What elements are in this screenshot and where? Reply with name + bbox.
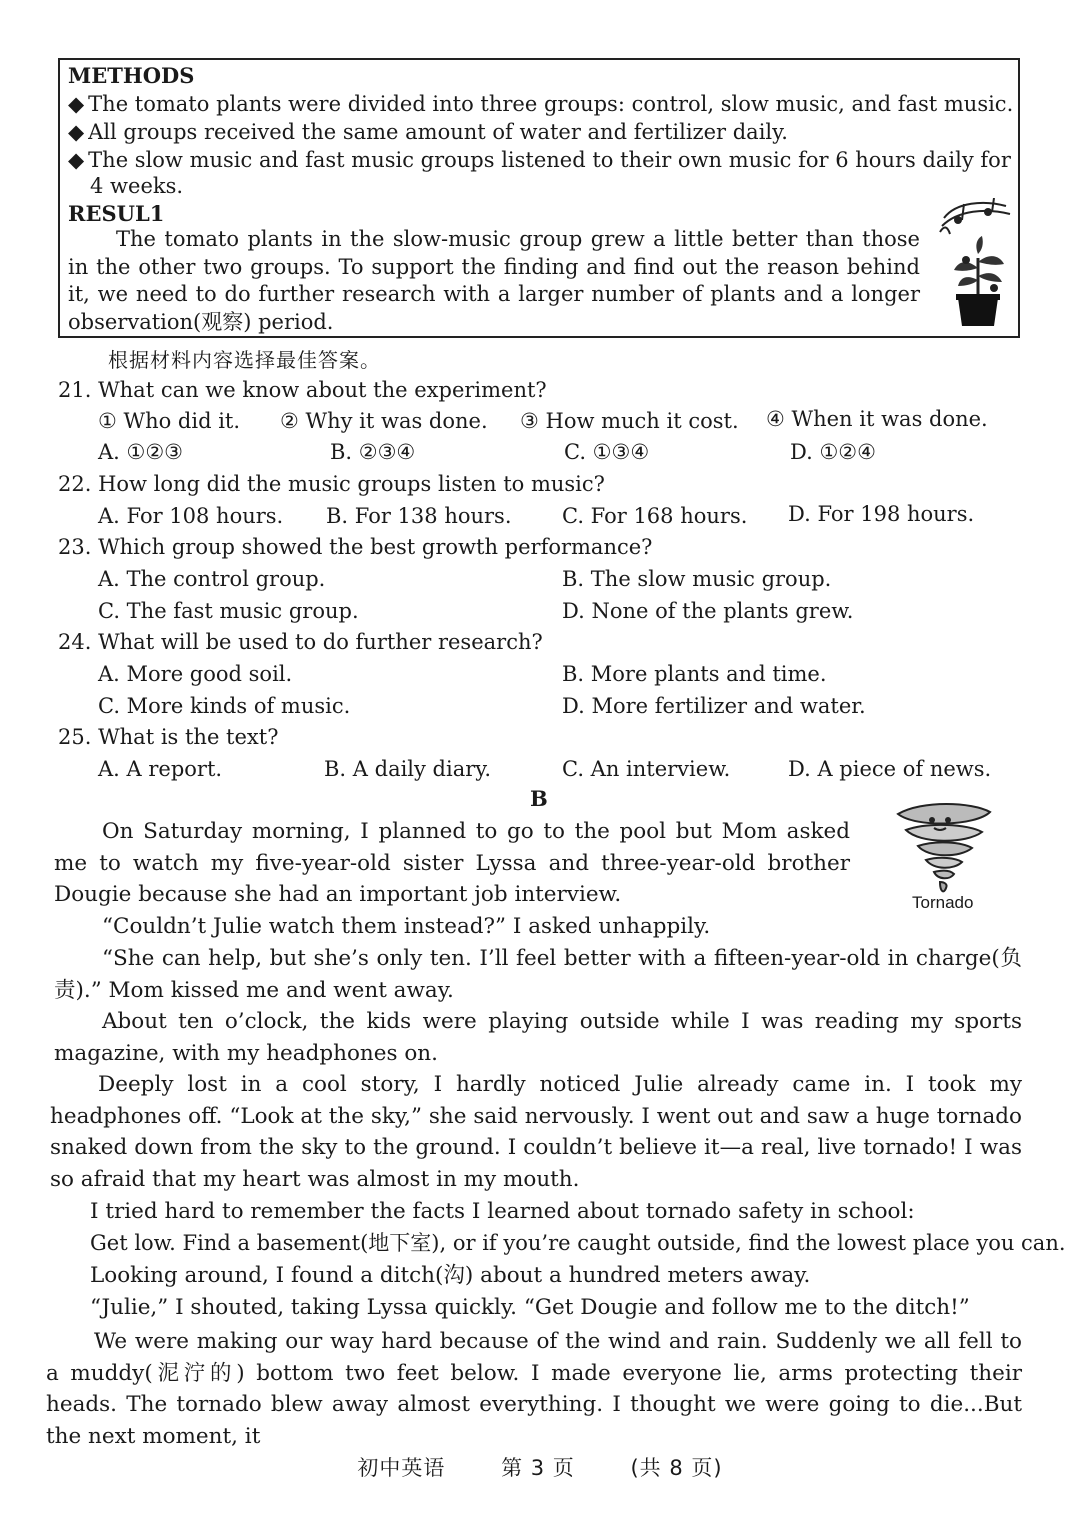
q24-option-a: A. More good soil. bbox=[98, 662, 293, 686]
q23-option-a: A. The control group. bbox=[98, 567, 326, 591]
q25-option-a: A. A report. bbox=[98, 757, 223, 781]
question-24-stem: 24. What will be used to do further research? bbox=[58, 630, 543, 654]
passage-paragraph: “Couldn’t Julie watch them instead?” I asked unhappily. bbox=[102, 914, 711, 939]
methods-item: ◆ The slow music and fast music groups listened to their own music for 6 hours daily for bbox=[68, 148, 1011, 172]
q24-option-d: D. More fertilizer and water. bbox=[562, 694, 866, 718]
methods-item-continued: 4 weeks. bbox=[90, 174, 184, 198]
section-b-label: B bbox=[530, 786, 548, 811]
q23-option-d: D. None of the plants grew. bbox=[562, 599, 854, 623]
q22-option-a: A. For 108 hours. bbox=[98, 504, 284, 528]
passage-paragraph: About ten o’clock, the kids were playing outside while I was reading my sports magazine, with my headphones on. bbox=[54, 1009, 1022, 1066]
passage-paragraph: I tried hard to remember the facts I learned about tornado safety in school: bbox=[90, 1199, 915, 1224]
methods-heading: METHODS bbox=[68, 63, 195, 88]
question-22-stem: 22. How long did the music groups listen to music? bbox=[58, 472, 605, 496]
methods-item: ◆ All groups received the same amount of water and fertilizer daily. bbox=[68, 120, 788, 144]
q21-option-c: C. ①③④ bbox=[564, 440, 650, 464]
tornado-caption: Tornado bbox=[912, 893, 974, 912]
q23-option-b: B. The slow music group. bbox=[562, 567, 832, 591]
potted-plant-music-icon bbox=[936, 198, 1016, 328]
footer-subject: 初中英语 bbox=[357, 1456, 446, 1480]
passage-paragraph: “She can help, but she’s only ten. I’ll feel better with a fifteen-year-old in charge(负责).” Mom kissed me and went away. bbox=[54, 946, 1022, 1003]
passage-paragraph: On Saturday morning, I planned to go to the pool but Mom asked me to watch my five-year-old sister Lyssa and three-year-old brother Dougie because she had an important job interview. bbox=[54, 819, 850, 907]
passage-paragraph: We were making our way hard because of the wind and rain. Suddenly we all fell to a muddy(泥泞的) bottom two feet below. I made everyone lie, arms protecting their heads. The tornado blew away almost everything. I thought we were going to die...But the next moment, it bbox=[46, 1329, 1022, 1449]
q21-item-2: ② Why it was done. bbox=[280, 409, 488, 433]
q22-option-c: C. For 168 hours. bbox=[562, 504, 748, 528]
q23-option-c: C. The fast music group. bbox=[98, 599, 359, 623]
footer-total-pages: (共 8 页) bbox=[630, 1456, 723, 1480]
q22-option-d: D. For 198 hours. bbox=[788, 502, 975, 526]
q21-item-3: ③ How much it cost. bbox=[520, 409, 739, 433]
q25-option-d: D. A piece of news. bbox=[788, 757, 992, 781]
q25-option-c: C. An interview. bbox=[562, 757, 731, 781]
passage-paragraph: “Julie,” I shouted, taking Lyssa quickly. “Get Dougie and follow me to the ditch!” bbox=[90, 1295, 970, 1320]
instruction-text: 根据材料内容选择最佳答案。 bbox=[108, 348, 381, 372]
page-footer bbox=[0, 1452, 1080, 1482]
q21-item-4: ④ When it was done. bbox=[766, 407, 988, 431]
result-heading: RESUL1 bbox=[68, 201, 165, 226]
q21-option-d: D. ①②④ bbox=[790, 440, 876, 464]
q25-option-b: B. A daily diary. bbox=[324, 757, 492, 781]
q22-option-b: B. For 138 hours. bbox=[326, 504, 512, 528]
q21-item-1: ① Who did it. bbox=[98, 409, 241, 433]
question-23-stem: 23. Which group showed the best growth performance? bbox=[58, 535, 653, 559]
question-25-stem: 25. What is the text? bbox=[58, 725, 279, 749]
result-text: The tomato plants in the slow-music group grew a little better than those in the other two groups. To support the finding and find out the reason behind it, we need to do further research with a larger number of plants and a longer observation(观察) period. bbox=[68, 227, 920, 334]
passage-paragraph: Looking around, I found a ditch(沟) about a hundred meters away. bbox=[90, 1263, 811, 1288]
methods-result-box bbox=[58, 58, 1020, 338]
q24-option-c: C. More kinds of music. bbox=[98, 694, 351, 718]
q24-option-b: B. More plants and time. bbox=[562, 662, 827, 686]
tornado-icon bbox=[892, 800, 994, 898]
diamond-bullet-icon: ◆ bbox=[68, 92, 85, 116]
methods-item: ◆ The tomato plants were divided into three groups: control, slow music, and fast music. bbox=[68, 92, 1014, 116]
question-21-stem: 21. What can we know about the experiment? bbox=[58, 378, 547, 402]
q21-option-a: A. ①②③ bbox=[98, 440, 183, 464]
passage-paragraph: Get low. Find a basement(地下室), or if you’re caught outside, find the lowest place you can. bbox=[90, 1231, 1066, 1255]
q21-option-b: B. ②③④ bbox=[330, 440, 416, 464]
footer-page-number: 第 3 页 bbox=[501, 1456, 575, 1480]
diamond-bullet-icon: ◆ bbox=[68, 148, 85, 172]
passage-paragraph: Deeply lost in a cool story, I hardly noticed Julie already came in. I took my headphones off. “Look at the sky,” she said nervously. I went out and saw a huge tornado snaked down from the sky to the ground. I couldn’t believe it—a real, live tornado! I was so afraid that my heart was almost in my mouth. bbox=[50, 1072, 1022, 1192]
diamond-bullet-icon: ◆ bbox=[68, 120, 85, 144]
